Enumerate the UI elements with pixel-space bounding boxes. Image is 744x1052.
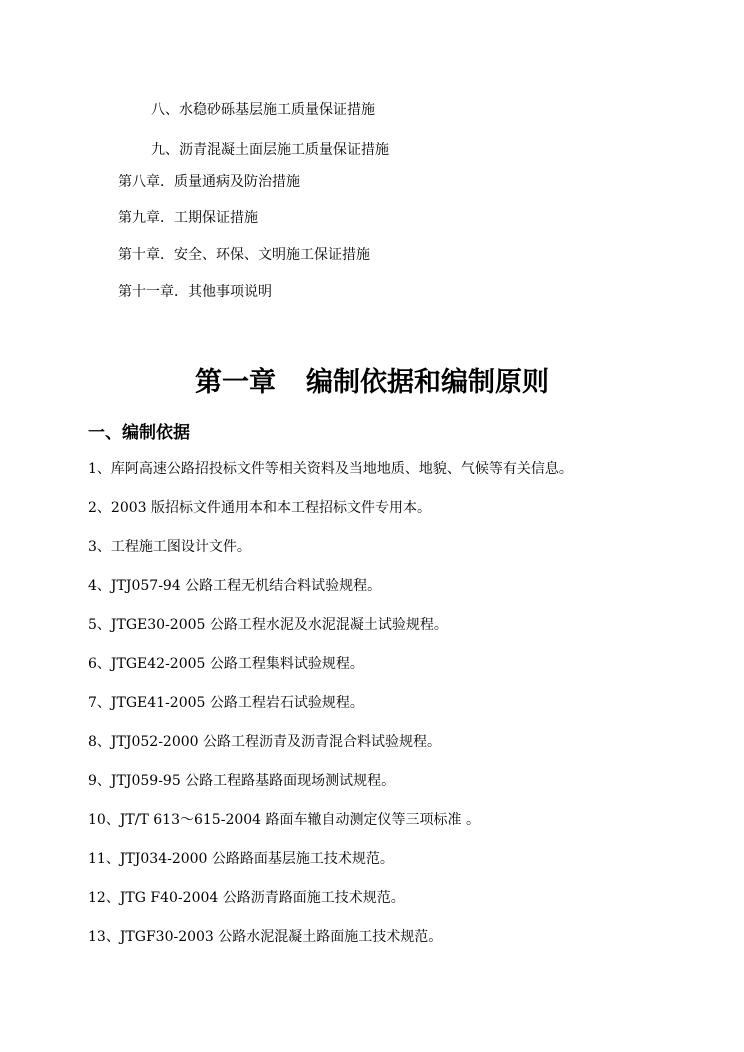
- section-title: 一、编制依据: [88, 423, 190, 443]
- toc-sub-item-8: 八、水稳砂砾基层施工质量保证措施: [151, 102, 375, 118]
- basis-item-11: 11、JTJ034-2000 公路路面基层施工技术规范。: [88, 851, 394, 867]
- toc-chapter-8: 第八章．质量通病及防治措施: [118, 174, 300, 190]
- basis-item-7: 7、JTGE41-2005 公路工程岩石试验规程。: [88, 695, 364, 711]
- basis-item-13: 13、JTGF30-2003 公路水泥混凝土路面施工技术规范。: [88, 929, 443, 945]
- chapter-number: 第一章: [195, 367, 276, 398]
- basis-item-12: 12、JTG F40-2004 公路沥青路面施工技术规范。: [88, 890, 405, 906]
- toc-chapter-11: 第十一章．其他事项说明: [118, 284, 272, 300]
- toc-chapter-9: 第九章．工期保证措施: [118, 210, 258, 226]
- basis-item-6: 6、JTGE42-2005 公路工程集料试验规程。: [88, 656, 364, 672]
- basis-item-10: 10、JT/T 613～615-2004 路面车辙自动测定仪等三项标准 。: [88, 812, 480, 828]
- basis-item-8: 8、JTJ052-2000 公路工程沥青及沥青混合料试验规程。: [88, 734, 441, 750]
- chapter-name: 编制依据和编制原则: [306, 367, 549, 398]
- basis-item-3: 3、工程施工图设计文件。: [88, 539, 251, 555]
- basis-item-4: 4、JTJ057-94 公路工程无机结合料试验规程。: [88, 578, 382, 594]
- basis-item-2: 2、2003 版招标文件通用本和本工程招标文件专用本。: [88, 500, 431, 516]
- basis-item-9: 9、JTJ059-95 公路工程路基路面现场测试规程。: [88, 773, 396, 789]
- chapter-title: [0, 364, 744, 402]
- basis-item-1: 1、库阿高速公路招投标文件等相关资料及当地地质、地貌、气候等有关信息。: [88, 461, 573, 477]
- toc-sub-item-9: 九、沥青混凝土面层施工质量保证措施: [151, 142, 389, 158]
- basis-item-5: 5、JTGE30-2005 公路工程水泥及水泥混凝土试验规程。: [88, 617, 448, 633]
- toc-chapter-10: 第十章．安全、环保、文明施工保证措施: [118, 247, 370, 263]
